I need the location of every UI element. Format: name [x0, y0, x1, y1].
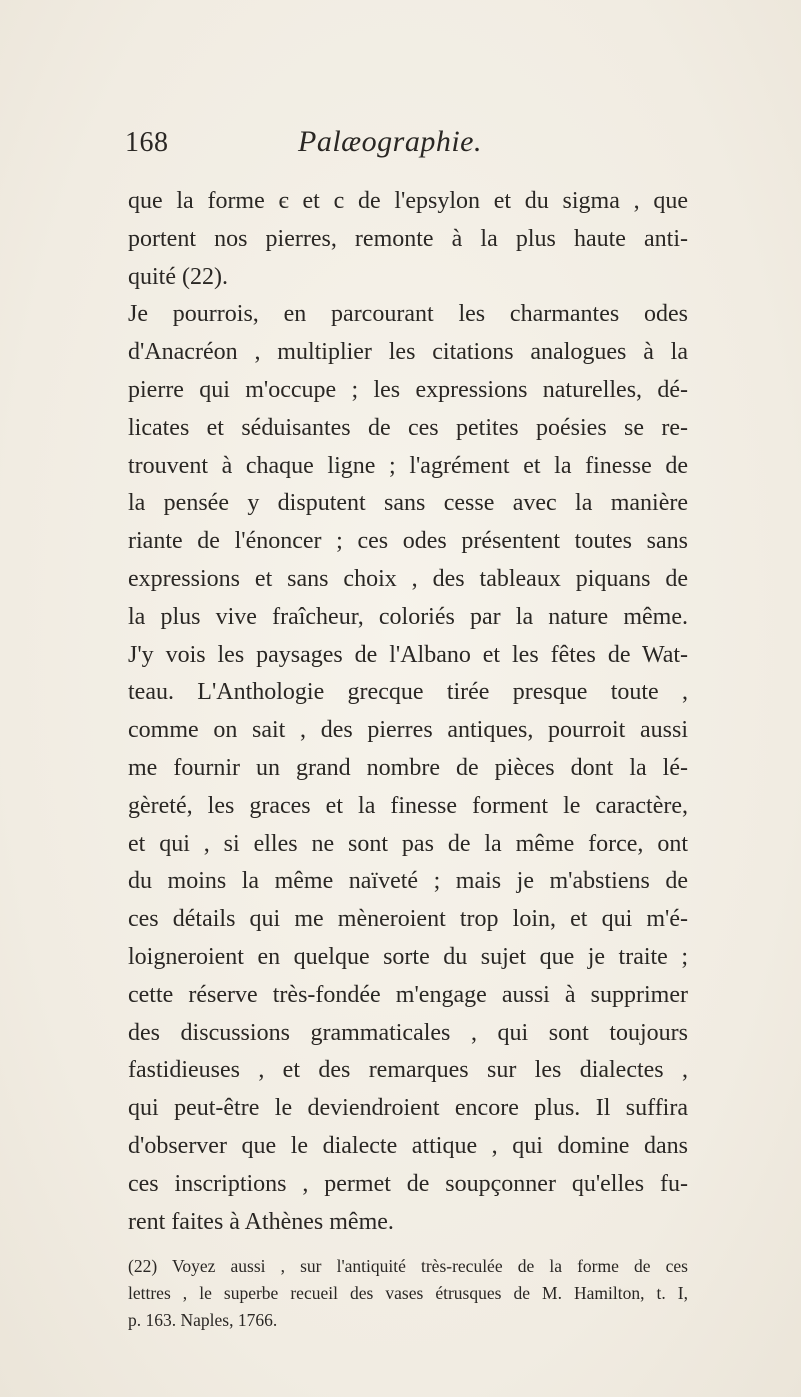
text-line: pierre qui m'occupe ; les expressions naturelles, dé- — [128, 376, 688, 403]
page-header — [0, 127, 801, 167]
text-line: que la forme є et c de l'epsylon et du sigma , que — [128, 188, 688, 214]
text-line: des discussions grammaticales , qui sont toujours — [128, 1019, 688, 1046]
running-title: Palæographie. — [298, 125, 482, 158]
text-line: et qui , si elles ne sont pas de la même force, ont — [128, 830, 688, 857]
text-line: la pensée y disputent sans cesse avec la manière — [128, 490, 688, 517]
text-line: loigneroient en quelque sorte du sujet que je traite ; — [128, 943, 688, 970]
text-line: ces détails qui me mèneroient trop loin, et qui m'é- — [128, 906, 688, 933]
footnote-line: (22) Voyez aussi , sur l'antiquité très-reculée de la forme de ces — [128, 1256, 688, 1276]
text-line: portent nos pierres, remonte à la plus haute anti- — [128, 225, 688, 252]
text-line: rent faites à Athènes même. — [128, 1208, 394, 1235]
text-line: qui peut-être le deviendroient encore plus. Il suffira — [128, 1095, 688, 1122]
text-line: teau. L'Anthologie grecque tirée presque toute , — [128, 679, 688, 706]
text-line: quité (22). — [128, 263, 228, 290]
footnote-line: lettres , le superbe recueil des vases étrusques de M. Hamilton, t. I, — [128, 1283, 688, 1303]
text-line: trouvent à chaque ligne ; l'agrément et la finesse de — [128, 452, 688, 479]
text-line: comme on sait , des pierres antiques, pourroit aussi — [128, 717, 688, 744]
text-line: la plus vive fraîcheur, coloriés par la nature même. — [128, 603, 688, 630]
text-line: d'Anacréon , multiplier les citations analogues à la — [128, 339, 688, 366]
text-line: J'y vois les paysages de l'Albano et les fêtes de Wat- — [128, 641, 688, 668]
text-line: licates et séduisantes de ces petites poésies se re- — [128, 414, 688, 441]
text-line: cette réserve très-fondée m'engage aussi à supprimer — [128, 981, 688, 1008]
text-line: d'observer que le dialecte attique , qui domine dans — [128, 1132, 688, 1159]
main-text — [128, 183, 688, 1241]
text-line: ces inscriptions , permet de soupçonner qu'elles fu- — [128, 1170, 688, 1197]
footnote-line: p. 163. Naples, 1766. — [128, 1310, 278, 1330]
text-line: expressions et sans choix , des tableaux piquans de — [128, 565, 688, 592]
text-line: Je pourrois, en parcourant les charmantes odes — [128, 301, 688, 328]
text-line: du moins la même naïveté ; mais je m'abstiens de — [128, 868, 688, 895]
text-line: fastidieuses , et des remarques sur les dialectes , — [128, 1057, 688, 1084]
page-number: 168 — [125, 127, 169, 158]
text-line: gèreté, les graces et la finesse forment le caractère, — [128, 792, 688, 819]
text-line: me fournir un grand nombre de pièces dont la lé- — [128, 754, 688, 781]
text-line: riante de l'énoncer ; ces odes présentent toutes sans — [128, 528, 688, 555]
footnote — [128, 1253, 688, 1334]
